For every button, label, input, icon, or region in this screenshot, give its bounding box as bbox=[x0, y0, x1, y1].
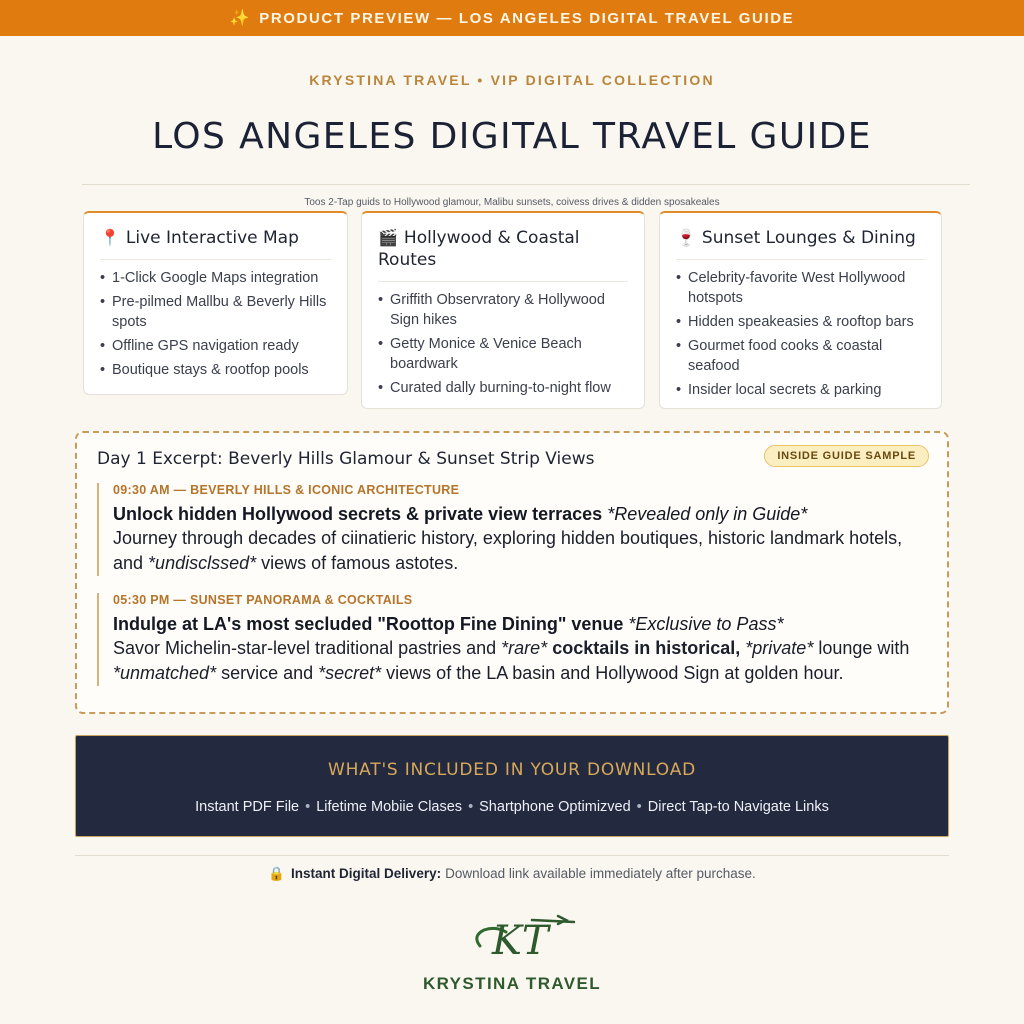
list-item: • Insider local secrets & parking bbox=[676, 380, 925, 400]
headline-note: *Exclusive to Pass* bbox=[628, 614, 784, 634]
brand-logo bbox=[462, 906, 582, 966]
body-text: lounge with bbox=[818, 638, 910, 658]
excerpt-title: Day 1 Excerpt: Beverly Hills Glamour & Sunset Strip Views bbox=[97, 449, 595, 469]
list-item: • Offline GPS navigation ready bbox=[100, 336, 331, 356]
itinerary-entry bbox=[97, 593, 933, 686]
card-title bbox=[378, 227, 628, 271]
entry-time: 09:30 AM — BEVERLY HILLS & ICONIC ARCHITECTURE bbox=[113, 483, 460, 497]
body-text: Journey through decades of ciinatieric history, exploring hidden boutiques, historic landmark hotels, and bbox=[113, 528, 903, 573]
list-item: • Pre-pilmed Mallbu & Beverly Hills spots bbox=[100, 292, 331, 332]
body-text: views of famous astotes. bbox=[256, 553, 459, 573]
body-emphasis: *secret* bbox=[318, 663, 382, 683]
card-title bbox=[100, 227, 331, 249]
feature-card-map bbox=[83, 211, 348, 395]
headline-text: Unlock hidden Hollywood secrets & private view terraces bbox=[113, 504, 603, 524]
wine-glass-icon: 🍷 bbox=[676, 228, 696, 247]
body-emphasis: *private* bbox=[740, 638, 819, 658]
brand-name: KRYSTINA TRAVEL bbox=[422, 974, 602, 993]
delivery-note bbox=[0, 866, 1024, 882]
body-emphasis: *rare* bbox=[501, 638, 548, 658]
sample-badge: INSIDE GUIDE SAMPLE bbox=[764, 445, 929, 467]
list-item: • Celebrity-favorite West Hollywood hotspots bbox=[676, 268, 925, 308]
entry-time: 05:30 PM — SUNSET PANORAMA & COCKTAILS bbox=[113, 593, 413, 607]
download-contents-panel bbox=[75, 735, 949, 837]
body-strong: cocktails in historical, bbox=[547, 638, 741, 658]
list-item: • Gourmet food cooks & coastal seafood bbox=[676, 336, 925, 376]
card-title-text: Live Interactive Map bbox=[125, 228, 299, 248]
entry-headline bbox=[113, 502, 933, 526]
card-title-text: Sunset Lounges & Dining bbox=[701, 228, 916, 248]
clapperboard-icon: 🎬 bbox=[378, 228, 398, 247]
day-excerpt-panel bbox=[75, 431, 949, 714]
card-divider bbox=[100, 259, 331, 260]
collection-eyebrow: KRYSTINA TRAVEL • VIP DIGITAL COLLECTION bbox=[309, 72, 715, 88]
separator: • bbox=[636, 799, 642, 815]
download-items bbox=[76, 799, 948, 815]
body-text: service and bbox=[216, 663, 319, 683]
list-item: • Getty Monice & Venice Beach boardwark bbox=[378, 334, 628, 374]
card-divider bbox=[378, 281, 628, 282]
list-item: • Curated dally burning-to-night flow bbox=[378, 378, 628, 398]
list-item: • 1-Click Google Maps integration bbox=[100, 268, 331, 288]
separator: • bbox=[468, 799, 474, 815]
logo-monogram: KT bbox=[492, 918, 549, 964]
preview-banner bbox=[0, 0, 1024, 36]
entry-body bbox=[113, 526, 933, 576]
headline-note: *Revealed only in Guide* bbox=[607, 504, 808, 524]
card-title bbox=[676, 227, 925, 249]
entry-headline bbox=[113, 612, 933, 636]
body-emphasis: *undisclssed* bbox=[148, 553, 257, 573]
itinerary-entry bbox=[97, 483, 933, 576]
list-item: • Hidden speakeasies & rooftop bars bbox=[676, 312, 925, 332]
delivery-text: Download link available immediately after purchase. bbox=[445, 866, 756, 881]
page-title: LOS ANGELES DIGITAL TRAVEL GUIDE bbox=[152, 116, 872, 157]
card-title-text: Hollywood & Coastal Routes bbox=[378, 228, 580, 270]
list-item: • Boutique stays & rootfop pools bbox=[100, 360, 331, 380]
download-item: Shartphone Optimizved bbox=[479, 799, 631, 815]
headline-text: Indulge at LA's most secluded "Roottop Fine Dining" venue bbox=[113, 614, 624, 634]
map-pin-icon: 📍 bbox=[100, 228, 120, 247]
title-divider bbox=[82, 184, 970, 185]
feature-list bbox=[100, 268, 331, 380]
sparkle-icon: ✨ bbox=[229, 10, 252, 27]
footer-divider bbox=[75, 855, 949, 856]
feature-card-dining bbox=[659, 211, 942, 409]
delivery-label: Instant Digital Delivery: bbox=[291, 866, 442, 881]
body-emphasis: *unmatched* bbox=[113, 663, 217, 683]
separator: • bbox=[305, 799, 311, 815]
download-item: Instant PDF File bbox=[195, 799, 300, 815]
card-divider bbox=[676, 259, 925, 260]
feature-card-routes bbox=[361, 211, 645, 409]
entry-body bbox=[113, 636, 933, 686]
feature-list bbox=[676, 268, 925, 400]
lock-icon: 🔒 bbox=[268, 866, 286, 881]
feature-list bbox=[378, 290, 628, 398]
download-item: Direct Tap-to Navigate Links bbox=[647, 799, 829, 815]
tagline: Toos 2-Tap guids to Hollywood glamour, Malibu sunsets, coivess drives & didden sposakeales bbox=[304, 197, 720, 208]
download-title: WHAT'S INCLUDED IN YOUR DOWNLOAD bbox=[327, 760, 697, 780]
download-item: Lifetime Mobiie Clases bbox=[316, 799, 463, 815]
body-text: Savor Michelin-star-level traditional pastries and bbox=[113, 638, 502, 658]
body-text: views of the LA basin and Hollywood Sign at golden hour. bbox=[381, 663, 844, 683]
banner-text: PRODUCT PREVIEW — LOS ANGELES DIGITAL TRAVEL GUIDE bbox=[259, 9, 795, 27]
list-item: • Griffith Observratory & Hollywood Sign hikes bbox=[378, 290, 628, 330]
